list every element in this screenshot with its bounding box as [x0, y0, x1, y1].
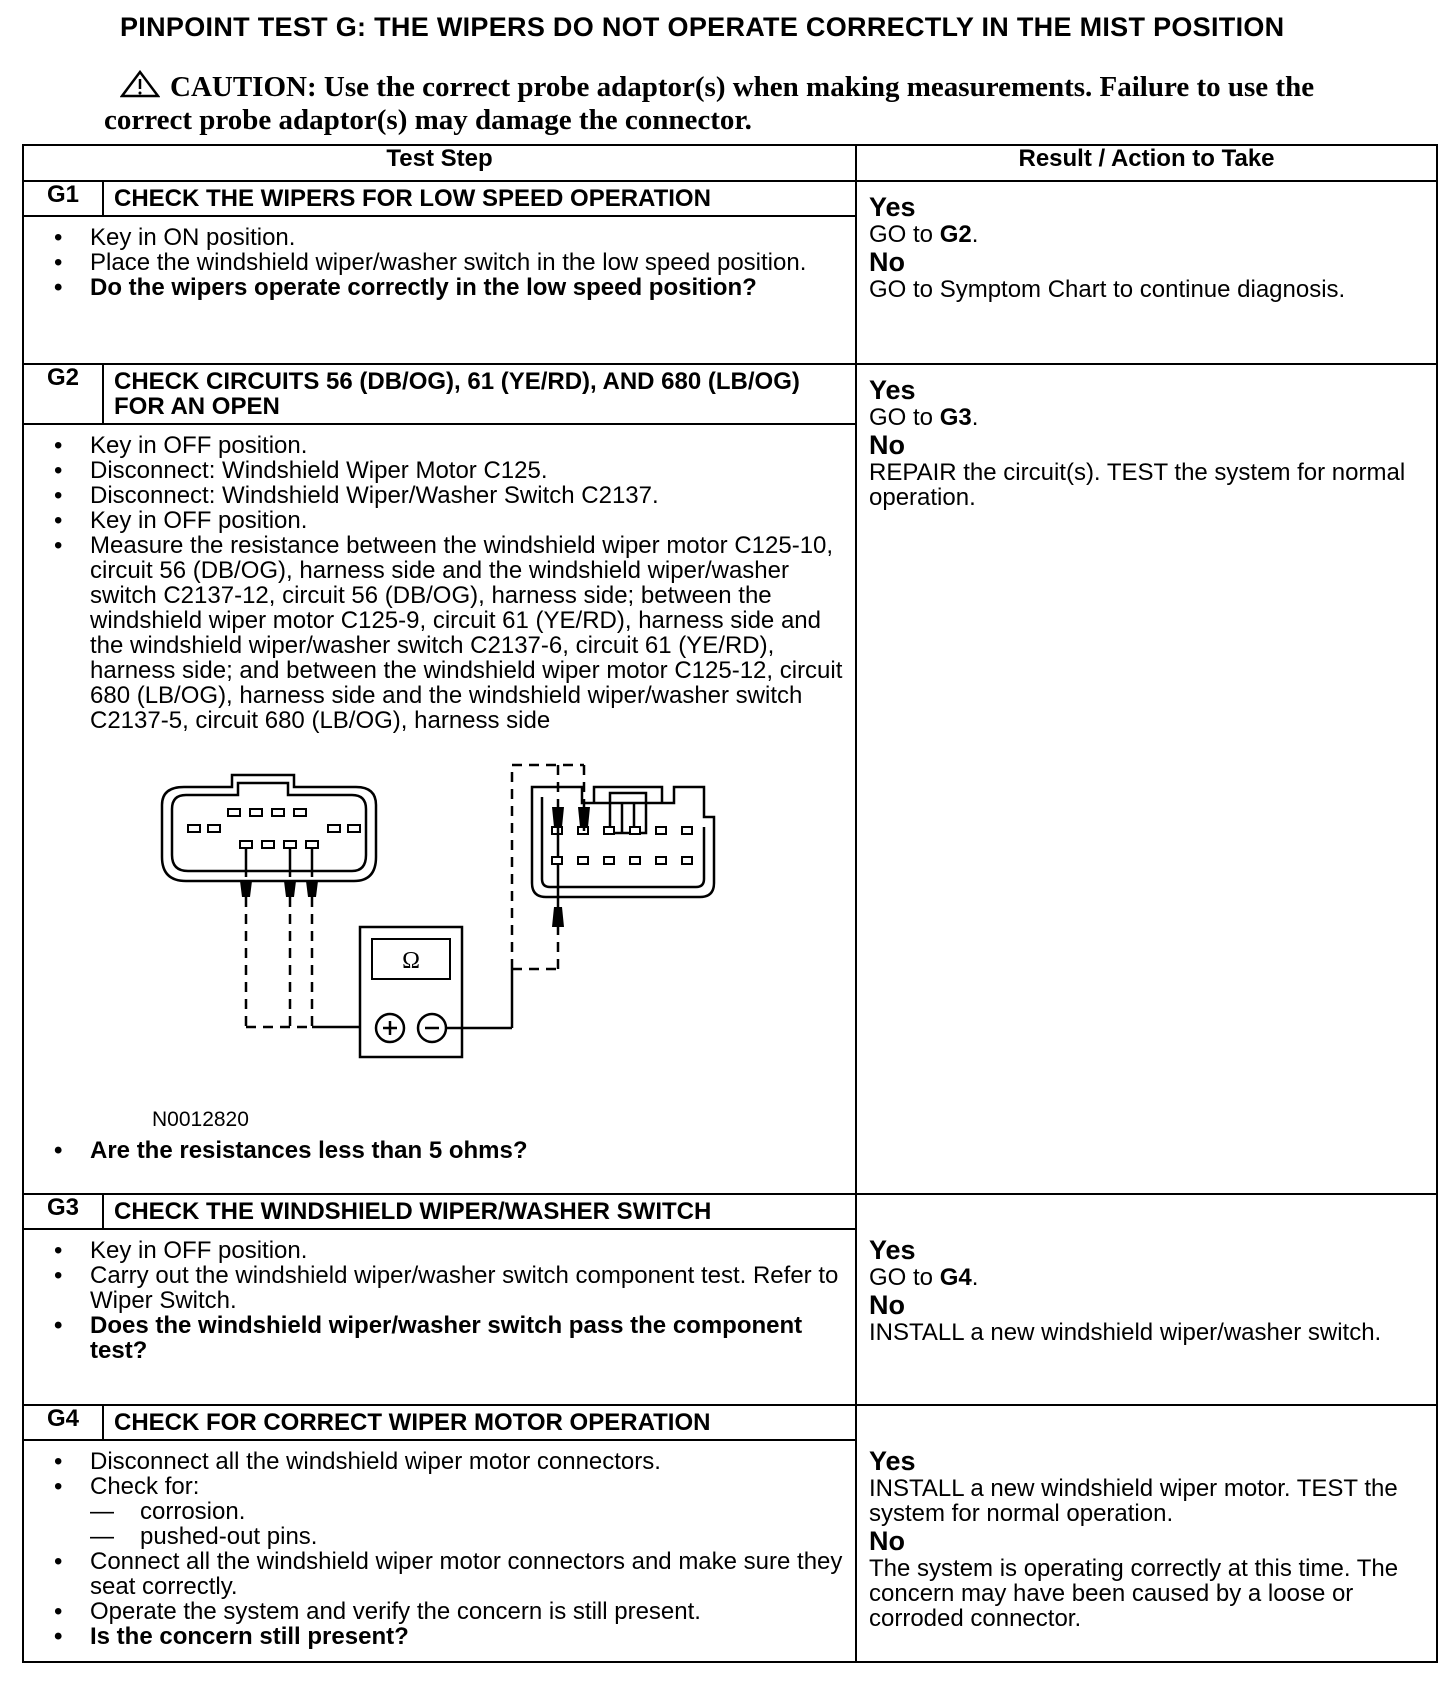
list-item: • Place the windshield wiper/washer switch in the low speed position.	[54, 250, 845, 275]
no-label: No	[869, 1526, 905, 1556]
step-title: CHECK FOR CORRECT WIPER MOTOR OPERATION	[103, 1405, 856, 1440]
step-link[interactable]: G3	[939, 404, 972, 431]
list-item: • Check for: — corrosion. — pushed-out pins.	[54, 1474, 845, 1549]
step-question: • Do the wipers operate correctly in the low speed position?	[54, 275, 845, 300]
step-body	[23, 216, 856, 364]
step-title: CHECK THE WIPERS FOR LOW SPEED OPERATION	[103, 181, 856, 216]
yes-action: GO to G3.	[869, 404, 979, 431]
page-title: PINPOINT TEST G: THE WIPERS DO NOT OPERATE CORRECTLY IN THE MIST POSITION	[120, 12, 1285, 42]
list-item: • Measure the resistance between the windshield wiper motor C125-10, circuit 56 (DB/OG), harness side and the windshield wiper/washer switch C2137-12, circuit 56 (DB/OG), harness side; between the windshield wiper motor C125-9, circuit 61 (YE/RD), harness side and the windshield wiper/washer switch C2137-6, circuit 61 (YE/RD), harness side; and between the windshield wiper motor C125-12, circuit 680 (LB/OG), harness side and the windshield wiper/washer switch C2137-5, circuit 680 (LB/OG), harness side	[54, 533, 845, 733]
list-item: • Key in OFF position.	[54, 1238, 845, 1263]
step-question: • Are the resistances less than 5 ohms?	[54, 1138, 845, 1163]
yes-label: Yes	[869, 375, 916, 405]
yes-action: GO to G2.	[869, 221, 979, 248]
table-header-row	[23, 145, 1437, 181]
step-body	[23, 1229, 856, 1405]
step-question: • Does the windshield wiper/washer switch pass the component test?	[54, 1313, 845, 1363]
header-result: Result / Action to Take	[856, 145, 1437, 181]
step-id: G4	[23, 1405, 103, 1440]
yes-action: INSTALL a new windshield wiper motor. TEST the system for normal operation.	[869, 1475, 1398, 1527]
step-question: • Is the concern still present?	[54, 1624, 845, 1649]
list-item: • Operate the system and verify the concern is still present.	[54, 1599, 845, 1624]
figure-id: N0012820	[152, 1108, 249, 1131]
yes-label: Yes	[869, 192, 916, 222]
step-g2-title-row	[23, 364, 1437, 424]
list-item: • Connect all the windshield wiper motor connectors and make sure they seat correctly.	[54, 1549, 845, 1599]
list-item: • Disconnect all the windshield wiper motor connectors.	[54, 1449, 845, 1474]
no-label: No	[869, 1290, 905, 1320]
no-action: The system is operating correctly at this time. The concern may have been caused by a loose or corroded connector.	[869, 1555, 1399, 1632]
sub-list-item: — pushed-out pins.	[90, 1524, 845, 1549]
yes-label: Yes	[869, 1235, 916, 1265]
step-g1-result	[856, 181, 1437, 364]
caution-text: Use the correct probe adaptor(s) when making measurements. Failure to use the correct probe adaptor(s) may damage the connector.	[104, 71, 1315, 136]
ohm-symbol: Ω	[402, 948, 420, 974]
step-g1-title-row	[23, 181, 1437, 216]
no-label: No	[869, 430, 905, 460]
list-item: • Key in ON position.	[54, 225, 845, 250]
step-id: G3	[23, 1194, 103, 1229]
no-action: REPAIR the circuit(s). TEST the system for normal operation.	[869, 459, 1406, 511]
step-link[interactable]: G2	[939, 221, 972, 248]
connector-diagram	[34, 757, 774, 1097]
no-action: GO to Symptom Chart to continue diagnosis.	[869, 276, 1346, 303]
sub-list-item: — corrosion.	[90, 1499, 845, 1524]
step-id: G2	[23, 364, 103, 424]
caution-note	[104, 70, 1344, 136]
step-link[interactable]: G4	[939, 1264, 972, 1291]
pinpoint-table	[22, 144, 1438, 1663]
header-test-step: Test Step	[23, 145, 856, 181]
list-item: • Carry out the windshield wiper/washer switch component test. Refer to Wiper Switch.	[54, 1263, 845, 1313]
list-item: • Disconnect: Windshield Wiper/Washer Switch C2137.	[54, 483, 845, 508]
yes-label: Yes	[869, 1446, 916, 1476]
yes-action: GO to G4.	[869, 1264, 979, 1291]
step-g4-title-row	[23, 1405, 1437, 1440]
step-g3-title-row	[23, 1194, 1437, 1229]
list-item: • Key in OFF position.	[54, 433, 845, 458]
step-body	[23, 424, 856, 1194]
step-g3-result	[856, 1194, 1437, 1405]
warning-triangle-icon	[120, 70, 160, 105]
list-item: • Key in OFF position.	[54, 508, 845, 533]
step-id: G1	[23, 181, 103, 216]
no-label: No	[869, 247, 905, 277]
step-g4-result	[856, 1405, 1437, 1662]
list-item: • Disconnect: Windshield Wiper Motor C125.	[54, 458, 845, 483]
step-title: CHECK CIRCUITS 56 (DB/OG), 61 (YE/RD), AND 680 (LB/OG) FOR AN OPEN	[103, 364, 856, 424]
step-title: CHECK THE WINDSHIELD WIPER/WASHER SWITCH	[103, 1194, 856, 1229]
step-body	[23, 1440, 856, 1662]
no-action: INSTALL a new windshield wiper/washer switch.	[869, 1319, 1382, 1346]
step-g2-result	[856, 364, 1437, 1194]
caution-label: CAUTION:	[170, 71, 317, 103]
